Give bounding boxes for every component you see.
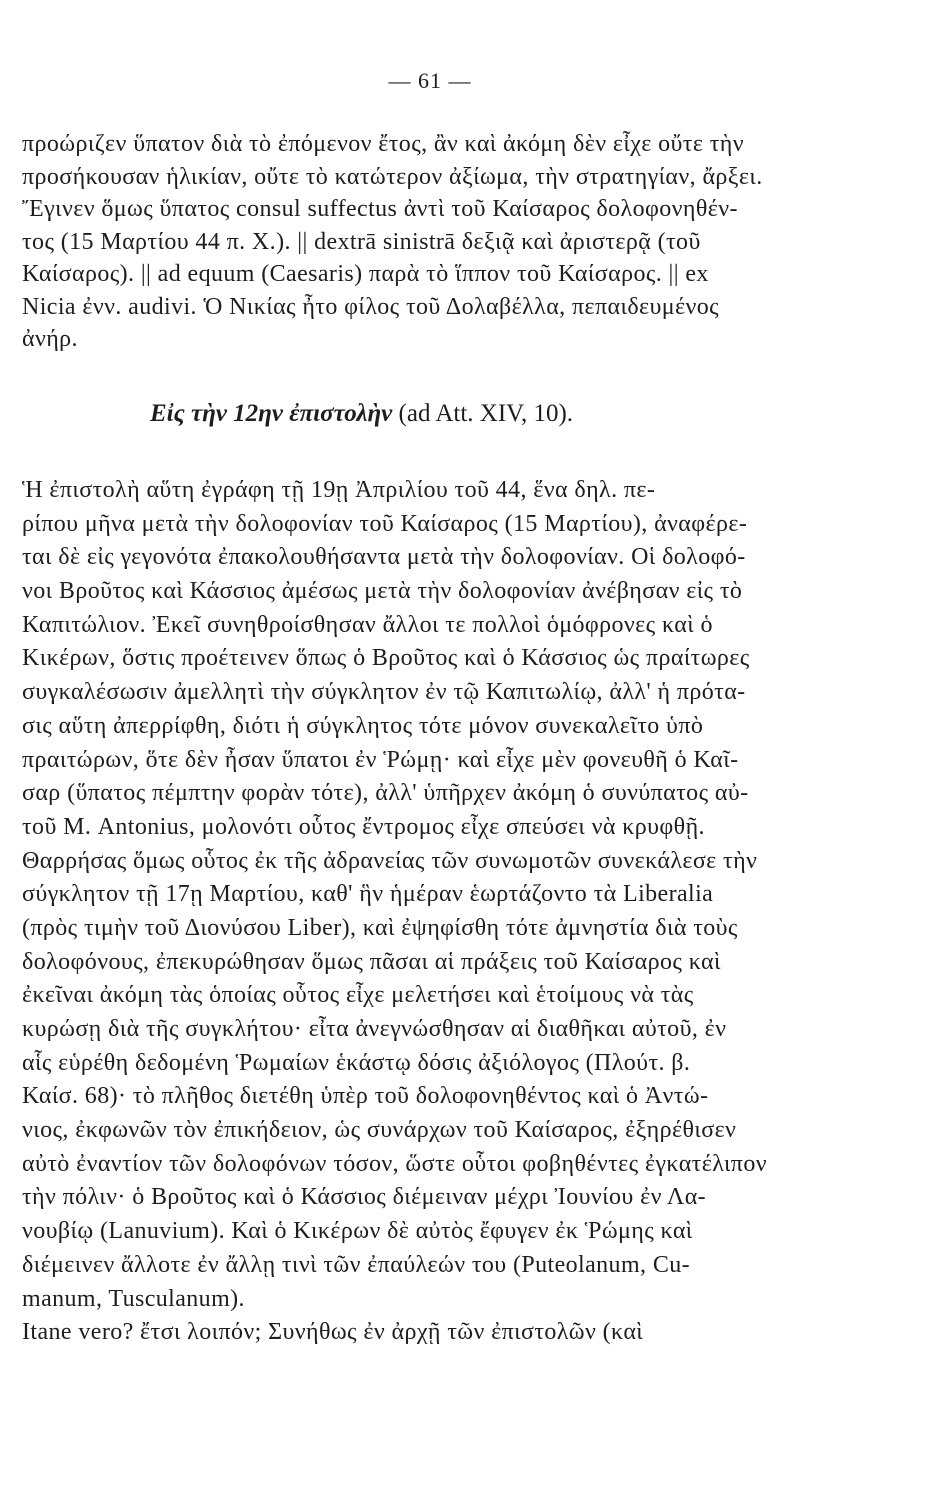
text-line: σαρ (ὕπατος πέμπτην φορὰν τότε), ἀλλ' ὑπῆρχεν ἀκόμη ὁ συνύπατος αὐ- (22, 780, 749, 807)
text-line: σις αὕτη ἀπερρίφθη, διότι ἡ σύγκλητος τότε μόνον συνεκαλεῖτο ὑπὸ (22, 712, 704, 739)
text-line: νοι Βροῦτος καὶ Κάσσιος ἀμέσως μετὰ τὴν δολοφονίαν ἀνέβησαν εἰς τὸ (22, 578, 743, 605)
text-line: σύγκλητον τῇ 17ῃ Μαρτίου, καθ' ἣν ἡμέραν ἑωρτάζοντο τὰ Liberalia (22, 881, 714, 908)
text-line: προώριζεν ὕπατον διὰ τὸ ἐπόμενον ἔτος, ἂν καὶ ἀκόμη δὲν εἶχε οὔτε τὴν (22, 131, 744, 157)
text-line: ἀνήρ. (22, 326, 78, 352)
text-line: αἷς εὑρέθη δεδομένη Ῥωμαίων ἑκάστῳ δόσις ἀξιόλογος (Πλούτ. β. (22, 1049, 691, 1076)
text-line: πραιτώρων, ὅτε δὲν ἦσαν ὕπατοι ἐν Ῥώμῃ· καὶ εἶχε μὲν φονευθῆ ὁ Καῖ- (22, 746, 739, 773)
text-line: Καίσ. 68)· τὸ πλῆθος διετέθη ὑπὲρ τοῦ δολοφονηθέντος καὶ ὁ Ἀντώ- (22, 1083, 709, 1110)
body-text (22, 474, 852, 1350)
commentary-notes (22, 128, 852, 356)
text-line: δολοφόνους, ἐπεκυρώθησαν ὅμως πᾶσαι αἱ πράξεις τοῦ Καίσαρος καὶ (22, 948, 721, 975)
text-line: Nicia ἐνν. audivi. Ὁ Νικίας ἦτο φίλος τοῦ Δολαβέλλα, πεπαιδευμένος (22, 293, 720, 320)
text-line: Καίσαρος). || ad equum (Caesaris) παρὰ τὸ ἵππον τοῦ Καίσαρος. || ex (22, 261, 709, 287)
text-line: ται δὲ εἰς γεγονότα ἐπακολουθήσαντα μετὰ τὴν δολοφονίαν. Οἱ δολοφό- (22, 544, 746, 571)
text-line: νουβίῳ (Lanuvium). Καὶ ὁ Κικέρων δὲ αὐτὸς ἔφυγεν ἐκ Ῥώμης καὶ (22, 1218, 693, 1245)
section-heading (150, 400, 573, 428)
text-line: τοῦ Μ. Antonius, μολονότι οὗτος ἔντρομος εἶχε σπεύσει νὰ κρυφθῇ. (22, 813, 705, 840)
text-line: τὴν πόλιν· ὁ Βροῦτος καὶ ὁ Κάσσιος διέμειναν μέχρι Ἰουνίου ἐν Λα- (22, 1184, 707, 1211)
text-line: συγκαλέσωσιν ἀμελλητὶ τὴν σύγκλητον ἐν τῷ Καπιτωλίῳ, ἀλλ' ἡ πρότα- (22, 679, 746, 706)
text-line: Itane vero? ἔτσι λοιπόν; Συνήθως ἐν ἀρχῇ τῶν ἐπιστολῶν (καὶ (22, 1319, 644, 1346)
text-line: Ἡ ἐπιστολὴ αὕτη ἐγράφη τῇ 19ῃ Ἀπριλίου τοῦ 44, ἕνα δηλ. πε- (22, 477, 656, 503)
text-line: κυρώσῃ διὰ τῆς συγκλήτου· εἶτα ἀνεγνώσθησαν αἱ διαθῆκαι αὐτοῦ, ἐν (22, 1016, 727, 1042)
text-line: νιος, ἐκφωνῶν τὸν ἐπικήδειον, ὡς συνάρχων τοῦ Καίσαρος, ἐξηρέθισεν (22, 1117, 737, 1144)
text-line: ρίπου μῆνα μετὰ τὴν δολοφονίαν τοῦ Καίσαρος (15 Μαρτίου), ἀναφέρε- (22, 510, 748, 537)
text-line: προσήκουσαν ἡλικίαν, οὔτε τὸ κατώτερον ἀξίωμα, τὴν στρατηγίαν, ἄρξει. (22, 163, 763, 190)
text-line: (πρὸς τιμὴν τοῦ Διονύσου Liber), καὶ ἐψηφίσθη τότε ἀμνηστία διὰ τοὺς (22, 914, 738, 941)
text-line: αὐτὸ ἐναντίον τῶν δολοφόνων τόσον, ὥστε οὗτοι φοβηθέντες ἐγκατέλιπον (22, 1150, 767, 1177)
text-line: Καπιτώλιον. Ἐκεῖ συνηθροίσθησαν ἄλλοι τε πολλοὶ ὁμόφρονες καὶ ὁ (22, 611, 713, 638)
text-line: Κικέρων, ὅστις προέτεινεν ὅπως ὁ Βροῦτος καὶ ὁ Κάσσιος ὡς πραίτωρες (22, 645, 750, 672)
text-line: ἐκεῖναι ἀκόμη τὰς ὁποίας οὗτος εἶχε μελετήσει καὶ ἑτοίμους νὰ τὰς (22, 982, 694, 1009)
text-line: Ἔγινεν ὅμως ὕπατος consul suffectus ἀντὶ τοῦ Καίσαρος δολοφονηθέν- (22, 196, 738, 222)
heading-title: Εἰς τὴν 12ην ἐπιστολὴν (150, 400, 393, 427)
text-line: διέμεινεν ἄλλοτε ἐν ἄλλῃ τινὶ τῶν ἐπαύλεών του (Puteolanum, Cu- (22, 1251, 691, 1278)
page-number: — 61 — (388, 68, 472, 93)
text-line: τος (15 Μαρτίου 44 π. Χ.). || dextrā sinistrā δεξιᾷ καὶ ἀριστερᾷ (τοῦ (22, 228, 701, 255)
heading-reference: (ad Att. XIV, 10). (398, 400, 574, 427)
text-line: manum, Tusculanum). (22, 1285, 245, 1312)
text-line: Θαρρήσας ὅμως οὗτος ἐκ τῆς ἀδρανείας τῶν συνωμοτῶν συνεκάλεσε τὴν (22, 847, 758, 874)
